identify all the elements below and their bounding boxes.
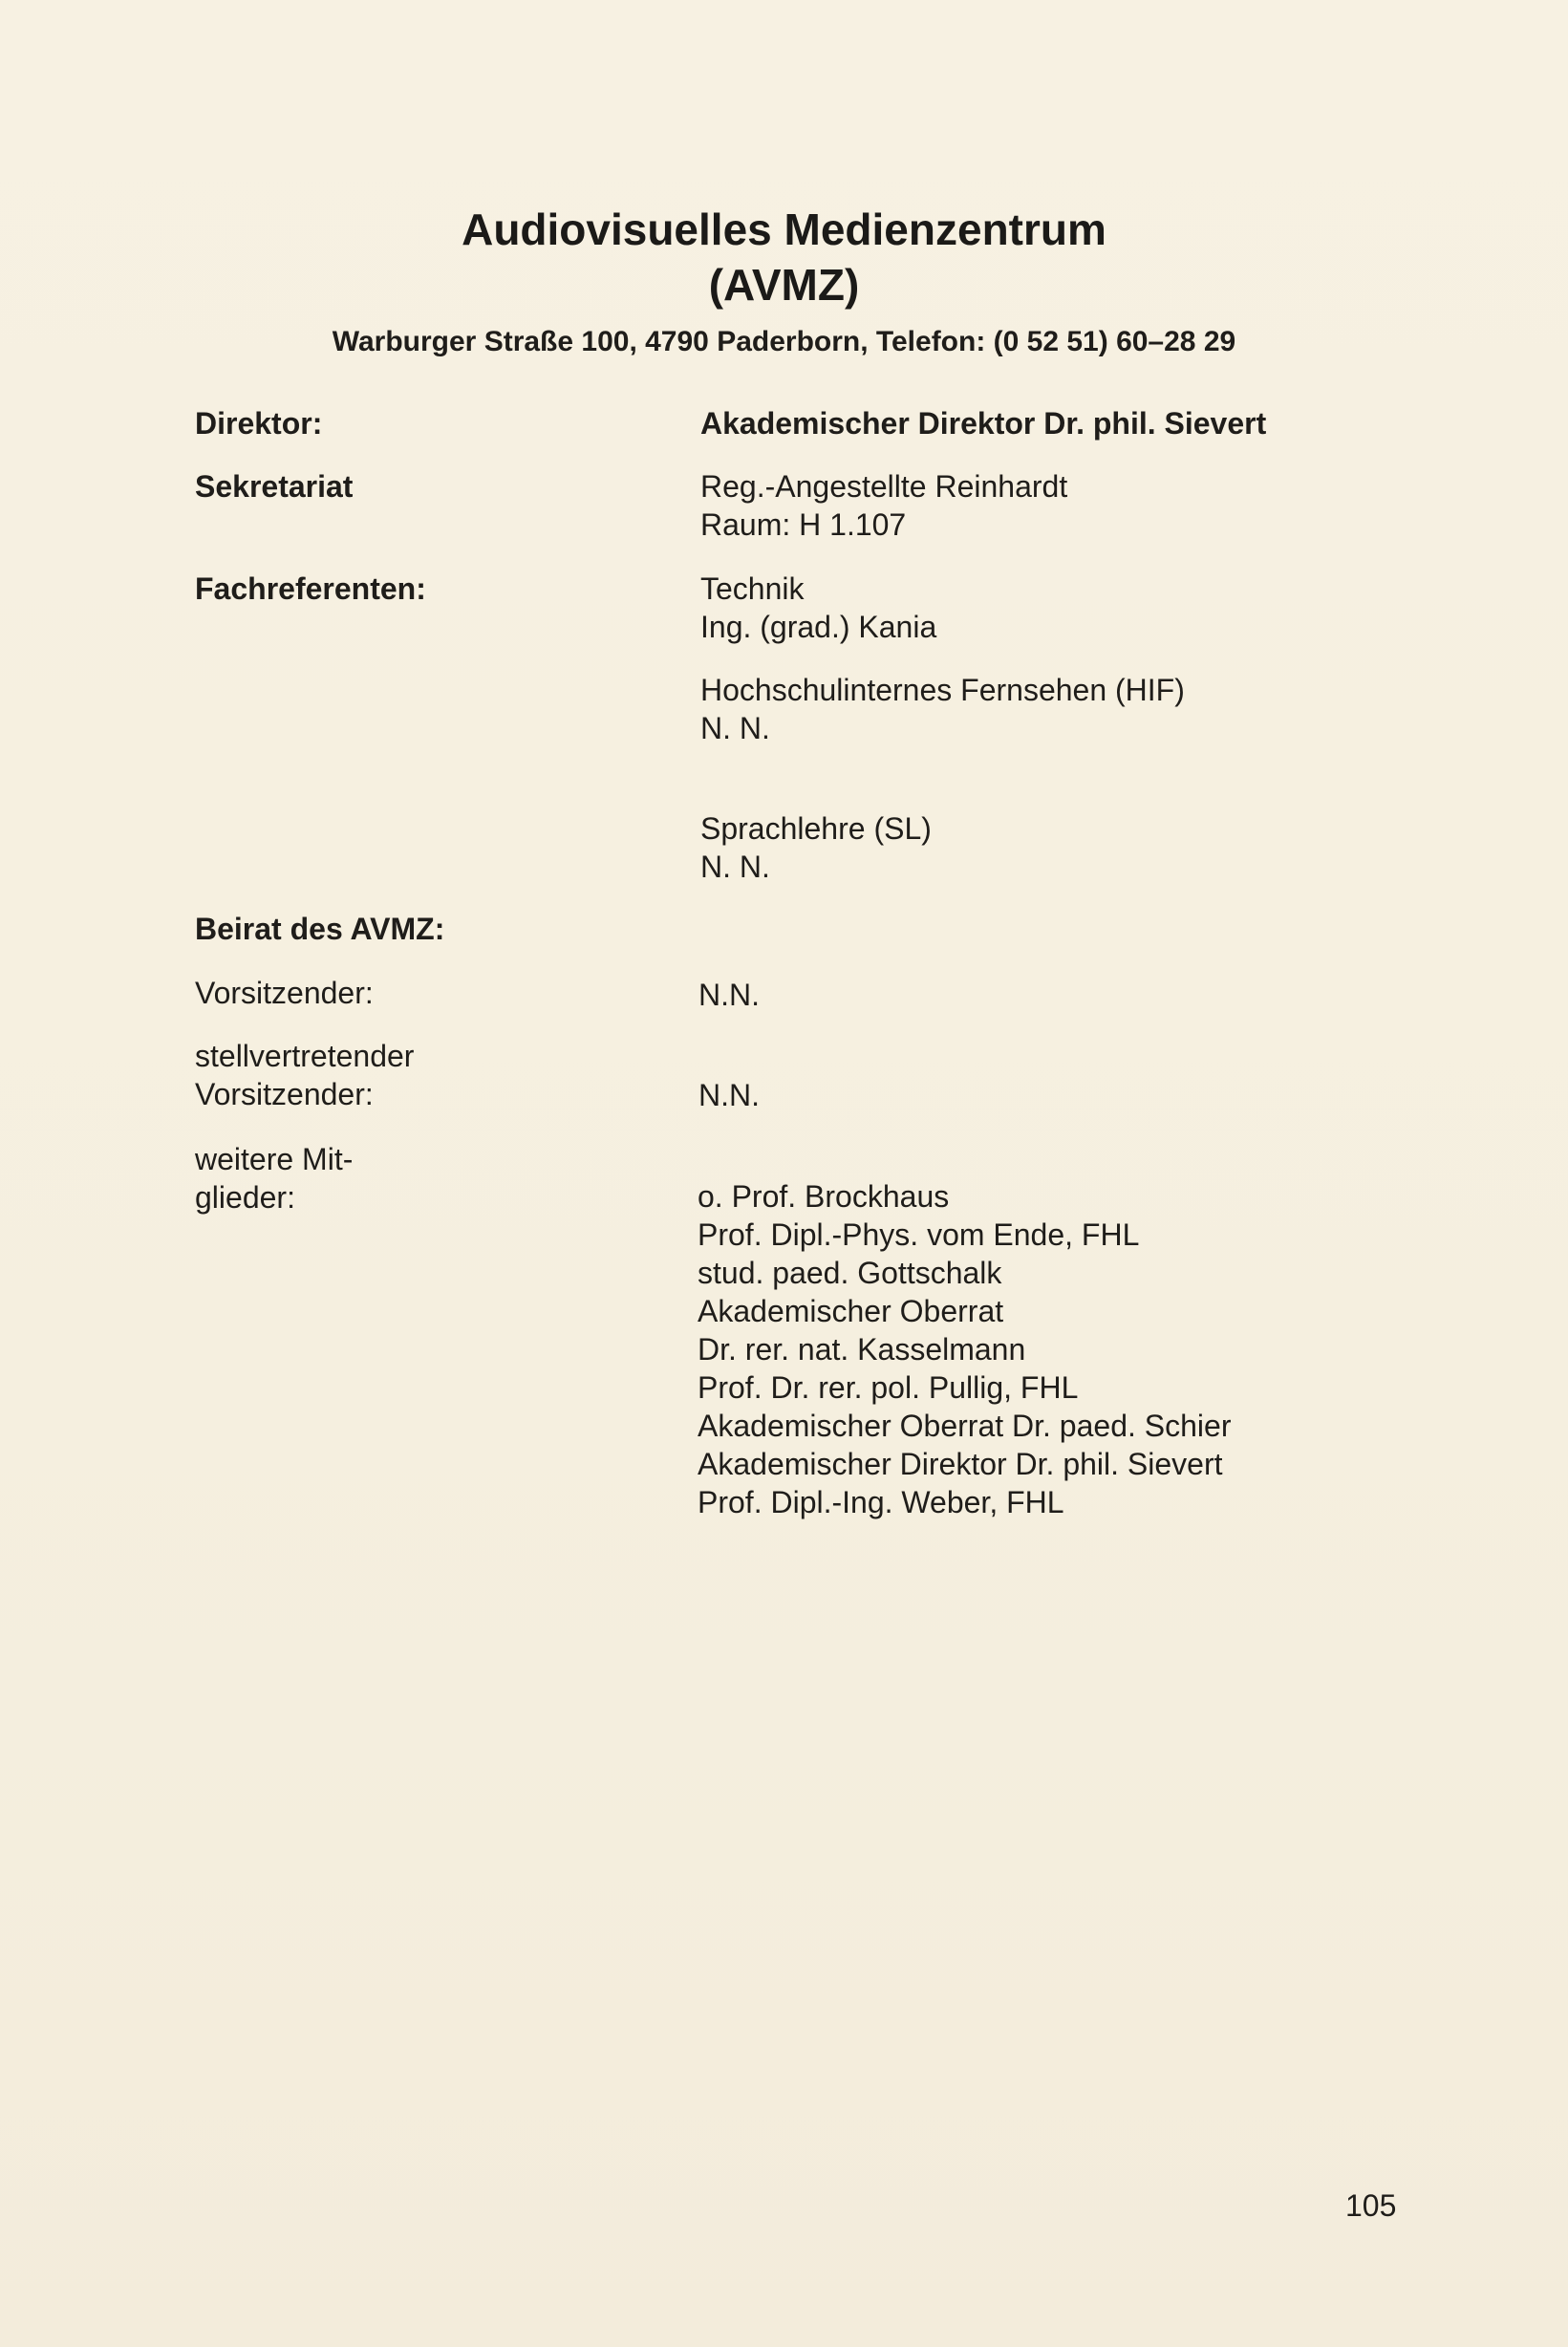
- stellv-vorsitzender-label: stellvertretender Vorsitzender:: [195, 1039, 415, 1111]
- list-item: Akademischer Oberrat Dr. paed. Schier: [698, 1409, 1232, 1443]
- direktor-label: Direktor:: [195, 406, 323, 441]
- sl-value: Sprachlehre (SL) N. N.: [700, 811, 932, 884]
- sekretariat-value: Reg.-Angestellte Reinhardt Raum: H 1.107: [700, 469, 1068, 542]
- vorsitzender-label: Vorsitzender:: [195, 976, 374, 1010]
- list-item: Prof. Dr. rer. pol. Pullig, FHL: [698, 1370, 1079, 1405]
- page-title: Audiovisuelles Medienzentrum: [462, 205, 1106, 254]
- members-list: [698, 1177, 1231, 1521]
- list-item: Akademischer Direktor Dr. phil. Sievert: [698, 1447, 1223, 1481]
- beirat-heading: Beirat des AVMZ:: [195, 912, 445, 946]
- list-item: Prof. Dipl.-Phys. vom Ende, FHL: [698, 1217, 1140, 1252]
- list-item: o. Prof. Brockhaus: [698, 1179, 950, 1214]
- hif-value: Hochschulinternes Fernsehen (HIF) N. N.: [700, 673, 1185, 745]
- address-line: Warburger Straße 100, 4790 Paderborn, Telefon: (0 52 51) 60–28 29: [332, 326, 1236, 357]
- weitere-mitglieder-label: weitere Mit- glieder:: [195, 1142, 354, 1215]
- technik-value: Technik Ing. (grad.) Kania: [700, 571, 937, 644]
- fachreferenten-label: Fachreferenten:: [195, 571, 426, 606]
- vorsitzender-value: N.N.: [698, 978, 760, 1012]
- list-item: Akademischer Oberrat: [698, 1294, 1004, 1328]
- list-item: Dr. rer. nat. Kasselmann: [698, 1332, 1026, 1367]
- direktor-value: Akademischer Direktor Dr. phil. Sievert: [700, 406, 1267, 441]
- page-number: 105: [1345, 2188, 1397, 2223]
- sekretariat-label: Sekretariat: [195, 469, 354, 504]
- stellv-vorsitzender-value: N.N.: [698, 1078, 760, 1112]
- list-item: Prof. Dipl.-Ing. Weber, FHL: [698, 1485, 1064, 1519]
- list-item: stud. paed. Gottschalk: [698, 1256, 1002, 1290]
- page-title-abbreviation: (AVMZ): [708, 260, 860, 310]
